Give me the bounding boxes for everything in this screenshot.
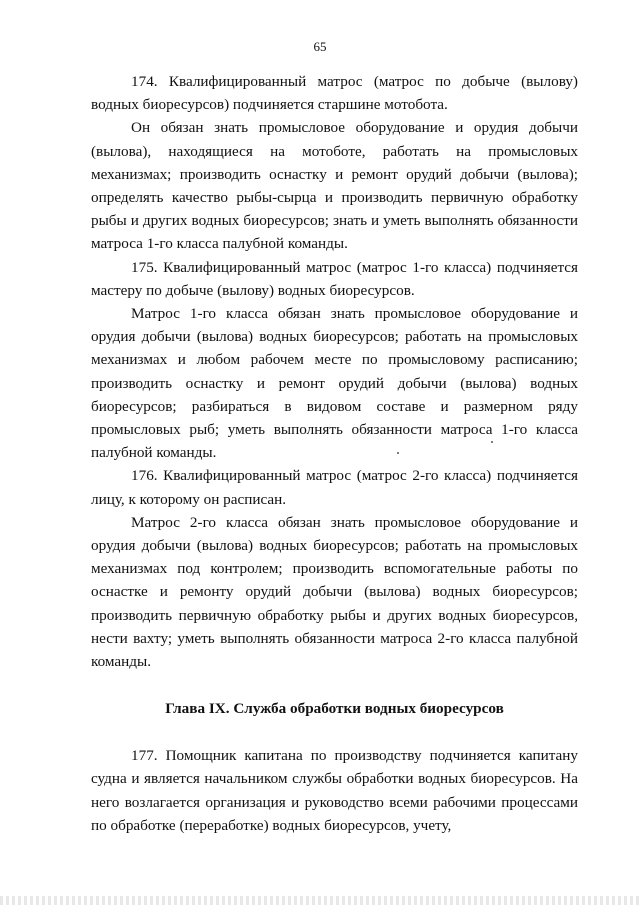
paragraph-175-duties: Матрос 1-го класса обязан знать промысловое оборудование и орудия добычи (вылова) водных биоресурсов; работать на промысловых механизмах и любом рабочем месте по промысловому расписанию; производить оснастку и ремонт орудий добычи (вылова) водных биоресурсов; разбираться в видовом составе и размерном ряду промысловых рыб; уметь выполнять обязанности матроса 1-го класса палубной команды. bbox=[91, 305, 578, 462]
scan-speck bbox=[397, 452, 399, 454]
chapter-heading: Глава IX. Служба обработки водных биоресурсов bbox=[165, 700, 504, 718]
paragraph-176-duties: Матрос 2-го класса обязан знать промысловое оборудование и орудия добычи (вылова) водных биоресурсов; работать на промысловых механизмах под контролем; производить вспомогательные работы по оснастке и ремонту орудий добычи (вылова) водных биоресурсов; производить первичную обработку рыбы и других водных биоресурсов, нести вахту; уметь выполнять обязанности матроса 2-го класса палубной команды. bbox=[91, 513, 578, 671]
document-body bbox=[91, 70, 578, 837]
page-number: 65 bbox=[313, 39, 327, 54]
scan-edge bbox=[0, 896, 640, 905]
scan-speck bbox=[491, 441, 493, 443]
paragraph-177: 177. Помощник капитана по производству подчиняется капитану судна и является начальником службы обработки водных биоресурсов. На него возлагается организация и руководство всеми рабочими процессами по обработке (переработке) водных биоресурсов, учету, bbox=[91, 747, 578, 834]
paragraph-174: 174. Квалифицированный матрос (матрос по добыче (вылову) водных биоресурсов) подчиняется старшине мотобота. bbox=[91, 73, 578, 114]
paragraph-175: 175. Квалифицированный матрос (матрос 1-го класса) подчиняется мастеру по добыче (вылову) водных биоресурсов. bbox=[91, 258, 578, 299]
paragraph-174-duties: Он обязан знать промысловое оборудование и орудия добычи (вылова), находящиеся на мотоботе, работать на промысловых механизмах; производить оснастку и ремонт орудий добычи (вылова); определять качество рыбы-сырца и производить первичную обработку рыбы и других водных биоресурсов; знать и уметь выполнять обязанности матроса 1-го класса палубной команды. bbox=[91, 119, 578, 253]
paragraph-176: 176. Квалифицированный матрос (матрос 2-го класса) подчиняется лицу, к которому он расписан. bbox=[91, 467, 578, 508]
